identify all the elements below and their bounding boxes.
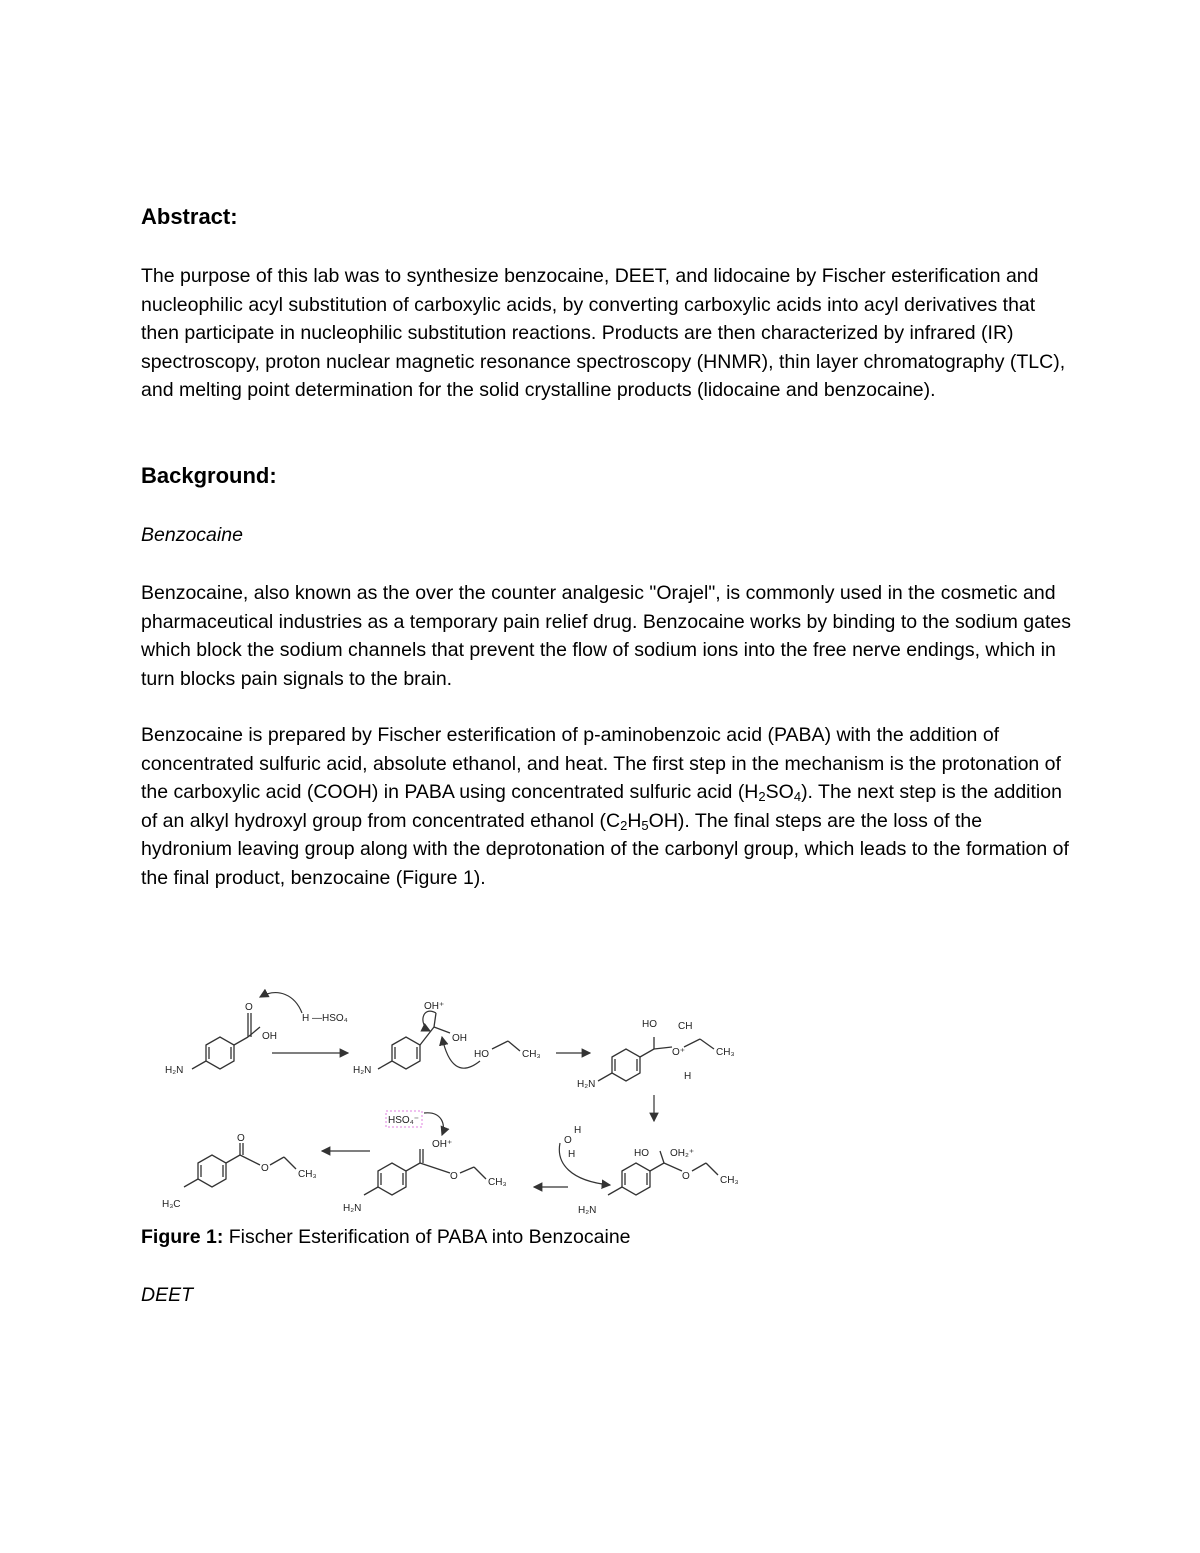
paba-carbonyl-o: O	[245, 1002, 253, 1013]
paba-oh: OH	[262, 1031, 277, 1042]
oxonium-ho: HO	[634, 1148, 649, 1159]
paba-molecule	[165, 1002, 277, 1076]
protonated-ester-h2n: H₂N	[343, 1203, 362, 1214]
protonated-ester-ch3: CH₃	[488, 1177, 507, 1188]
deet-subheading: DEET	[141, 1284, 194, 1306]
benzocaine-subheading: Benzocaine	[141, 524, 243, 546]
water-h-bottom: H	[568, 1149, 576, 1160]
ethanol-ch3: CH₃	[522, 1049, 541, 1060]
product-carbonyl-o: O	[237, 1133, 245, 1144]
product-h3c: H₃C	[162, 1199, 181, 1210]
benzocaine-paragraph-1: Benzocaine, also known as the over the counter analgesic "Orajel", is commonly used in the cosmetic and pharmaceutical industries as a temporary pain relief drug. Benzocaine works by binding to the sodium gates which block the sodium channels that prevent the flow of sodium ions into the free nerve endings, which in turn blocks pain signals to the brain.	[141, 582, 1072, 690]
intermediate-ch: CH	[678, 1021, 693, 1032]
protonated-oh-plus: OH⁺	[424, 1001, 445, 1012]
fischer-esterification-mechanism-figure	[160, 975, 760, 1220]
protonated-ester-o: O	[450, 1171, 458, 1182]
water-o: O	[564, 1135, 572, 1146]
hso4-minus-label: HSO₄⁻	[388, 1115, 420, 1126]
tetrahedral-intermediate-molecule	[577, 1019, 735, 1090]
curved-arrow-1	[260, 993, 302, 1013]
intermediate-h2n: H₂N	[577, 1079, 596, 1090]
intermediate-h: H	[684, 1071, 692, 1082]
protonated-oh: OH	[452, 1033, 467, 1044]
benzocaine-product-molecule	[162, 1133, 317, 1210]
h-hso4-label: H —HSO₄	[302, 1013, 348, 1024]
benzocaine-paragraph-2: Benzocaine is prepared by Fischer esterification of p-aminobenzoic acid (PABA) with the addition of concentrated sulfuric acid, absolute ethanol, and heat. The first step in the mechanism is the protonation of the carboxylic acid (COOH) in PABA using concentrated sulfuric acid $(H_2SO_4)$. The next step is the addition of an alkyl hydroxyl group from concentrated ethanol $(C_2H_5OH)$. The final steps are the loss of the hydronium leaving group along with the deprotonation of the carbonyl group, which leads to the formation of the final product, benzocaine (Figure 1).	[141, 724, 1069, 889]
paba-h2n: H₂N	[165, 1065, 184, 1076]
oxonium-ch3: CH₃	[720, 1175, 739, 1186]
figure-1-caption	[141, 1223, 631, 1251]
product-o: O	[261, 1163, 269, 1174]
ethanol-ho: HO	[474, 1049, 489, 1060]
figure-caption-text: Fischer Esterification of PABA into Benzocaine	[223, 1226, 631, 1248]
protonated-ester-oh-plus: OH⁺	[432, 1139, 453, 1150]
oxonium-oh2-plus: OH₂⁺	[670, 1148, 695, 1159]
protonated-ester-molecule	[343, 1111, 507, 1214]
intermediate-ho: HO	[642, 1019, 657, 1030]
protonated-h2n: H₂N	[353, 1065, 372, 1076]
oxonium-h2n: H₂N	[578, 1205, 597, 1216]
figure-caption-label: Figure 1:	[141, 1226, 224, 1248]
water-molecule	[559, 1125, 610, 1185]
product-ch3: CH₃	[298, 1169, 317, 1180]
oxonium-intermediate-molecule	[578, 1148, 739, 1216]
abstract-paragraph: The purpose of this lab was to synthesize benzocaine, DEET, and lidocaine by Fischer esterification and nucleophilic acyl substitution of carboxylic acids, by converting carboxylic acids into acyl derivatives that then participate in nucleophilic substitution reactions. Products are then characterized by infrared (IR) spectroscopy, proton nuclear magnetic resonance spectroscopy (HNMR), thin layer chromatography (TLC), and melting point determination for the solid crystalline products (lidocaine and benzocaine).	[141, 265, 1066, 401]
water-h-top: H	[574, 1125, 582, 1136]
background-heading: Background:	[141, 463, 277, 488]
abstract-heading: Abstract:	[141, 204, 238, 229]
oxonium-o: O	[682, 1171, 690, 1182]
intermediate-ch3: CH₃	[716, 1047, 735, 1058]
protonated-paba-molecule	[353, 1001, 467, 1076]
intermediate-o-plus: O⁺	[672, 1047, 686, 1058]
